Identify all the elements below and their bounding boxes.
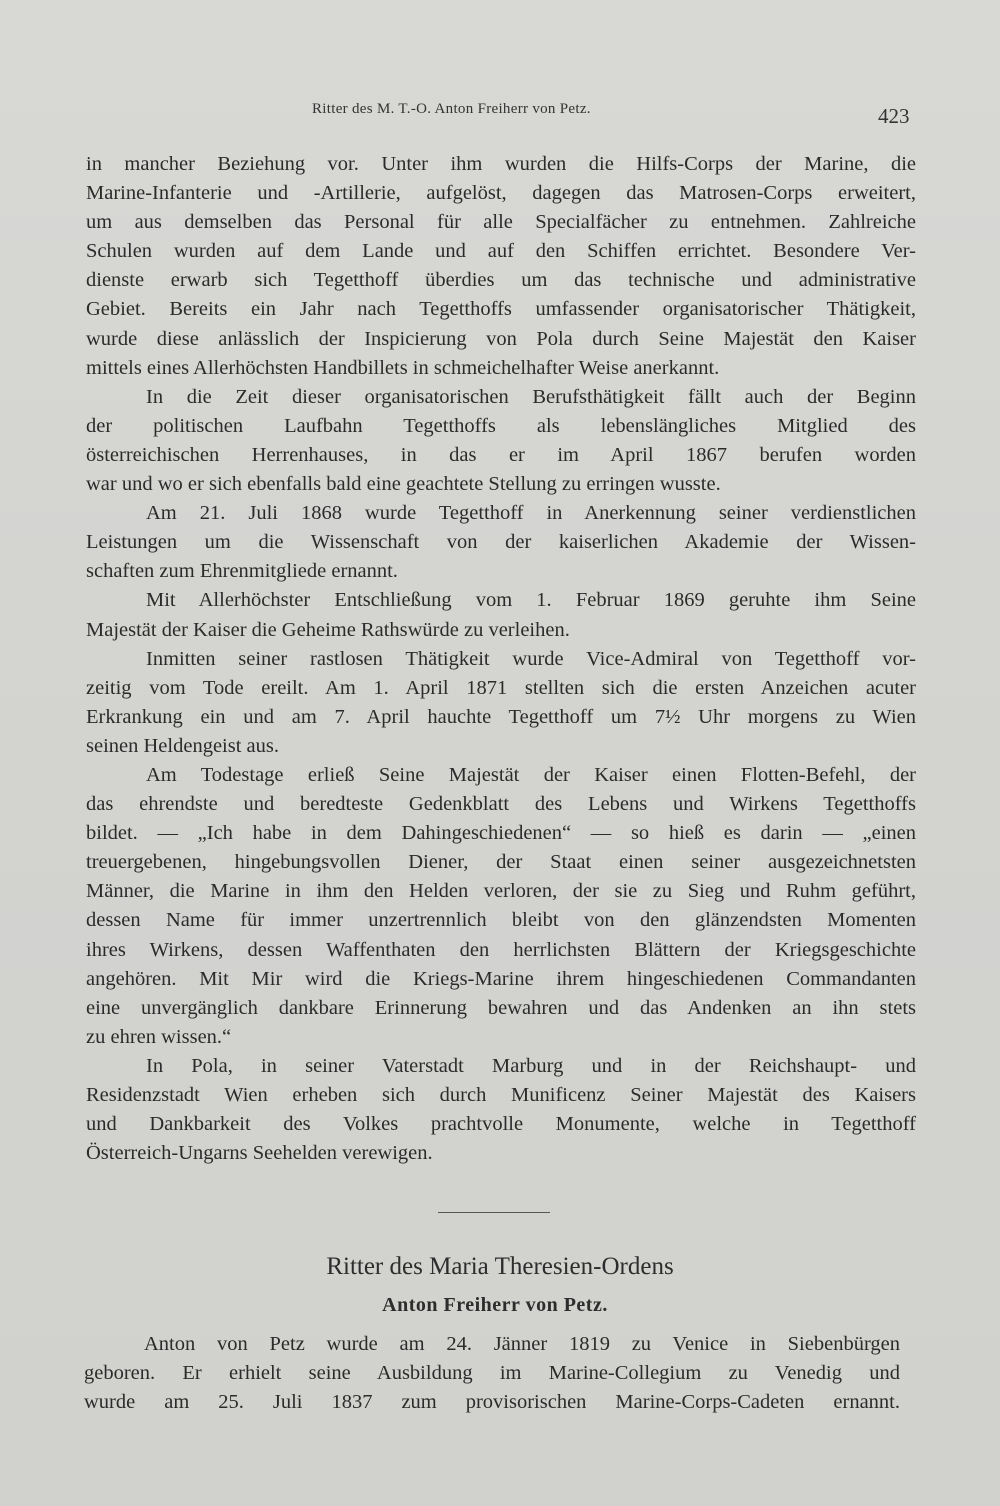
text-line: zu ehren wissen.“ [86,1025,232,1048]
text-line: seinen Heldengeist aus. [86,734,279,757]
text-line: wurde diese anlässlich der Inspicierung von Pola durch Seine Majestät den Kaiser [86,327,916,350]
text-line: österreichischen Herrenhauses, in das er im April 1867 berufen worden [86,443,916,466]
section-divider [438,1212,550,1213]
text-line: Am Todestage erließ Seine Majestät der Kaiser einen Flotten-Befehl, der [146,763,916,786]
text-line: bildet. — „Ich habe in dem Dahingeschiedenen“ — so hieß es darin — „einen [86,822,916,845]
text-line: um aus demselben das Personal für alle Specialfächer zu entnehmen. Zahlreiche [86,211,916,234]
text-line: Residenzstadt Wien erheben sich durch Munificenz Seiner Majestät des Kaisers [86,1084,916,1106]
text-line: das ehrendste und beredteste Gedenkblatt des Lebens und Wirkens Tegetthoffs [86,793,916,816]
text-line: In Pola, in seiner Vaterstadt Marburg und in der Reichshaupt- und [146,1054,916,1077]
text-line: war und wo er sich ebenfalls bald eine geachtete Stellung zu erringen wusste. [86,473,721,496]
text-line: Inmitten seiner rastlosen Thätigkeit wurde Vice-Admiral von Tegetthoff vor- [146,647,916,670]
text-line: ihres Wirkens, dessen Waffenthaten den herrlichsten Blättern der Kriegsgeschichte [86,938,916,961]
main-text [86,150,916,1168]
text-line: In die Zeit dieser organisatorischen Berufsthätigkeit fällt auch der Beginn [146,385,916,408]
text-line: Gebiet. Bereits ein Jahr nach Tegetthoffs umfassender organisatorischer Thätigkeit, [86,298,916,321]
text-line: Schulen wurden auf dem Lande und auf den Schiffen errichtet. Besondere Ver- [86,240,916,263]
section-text [84,1330,900,1417]
text-line: Leistungen um die Wissenschaft von der kaiserlichen Akademie der Wissen- [86,531,916,554]
running-head: Ritter des M. T.-O. Anton Freiherr von Petz. [312,101,591,117]
text-line: geboren. Er erhielt seine Ausbildung im Marine-Collegium zu Venedig und [84,1362,900,1385]
text-line: dienste erwarb sich Tegetthoff überdies um das technische und administrative [86,269,916,292]
text-line: wurde am 25. Juli 1837 zum provisorischen Marine-Corps-Cadeten ernannt. [84,1391,900,1414]
text-line: angehören. Mit Mir wird die Kriegs-Marine ihrem hingeschiedenen Commandanten [86,967,916,990]
page-number: 423 [878,104,910,128]
text-line: mittels eines Allerhöchsten Handbillets in schmeichelhafter Weise anerkannt. [86,356,720,379]
text-line: in mancher Beziehung vor. Unter ihm wurden die Hilfs-Corps der Marine, die [86,153,916,175]
text-line: dessen Name für immer unzertrennlich bleibt von den glänzendsten Momenten [86,909,916,932]
section-subheading: Anton Freiherr von Petz. [382,1294,608,1316]
text-line: Männer, die Marine in ihm den Helden verloren, der sie zu Sieg und Ruhm geführt, [86,880,916,903]
text-line: treuergebenen, hingebungsvollen Diener, der Staat einen seiner ausgezeichnetsten [86,851,916,874]
text-line: Österreich-Ungarns Seehelden verewigen. [86,1142,433,1165]
text-line: Am 21. Juli 1868 wurde Tegetthoff in Anerkennung seiner verdienstlichen [146,502,916,525]
text-line: Majestät der Kaiser die Geheime Rathswürde zu verleihen. [86,618,570,641]
text-line: Marine-Infanterie und -Artillerie, aufgelöst, dagegen das Matrosen-Corps erweitert, [86,182,916,205]
text-line: Anton von Petz wurde am 24. Jänner 1819 zu Venice in Siebenbürgen [144,1333,900,1355]
text-line: eine unvergänglich dankbare Erinnerung bewahren und das Andenken an ihn stets [86,996,916,1019]
text-line: schaften zum Ehrenmitgliede ernannt. [86,560,398,583]
text-line: und Dankbarkeit des Volkes prachtvolle Monumente, welche in Tegetthoff [86,1113,916,1136]
text-line: Erkrankung ein und am 7. April hauchte Tegetthoff um 7½ Uhr morgens zu Wien [86,705,916,728]
text-line: zeitig vom Tode ereilt. Am 1. April 1871 stellten sich die ersten Anzeichen acuter [86,676,916,699]
text-line: Mit Allerhöchster Entschließung vom 1. Februar 1869 geruhte ihm Seine [146,589,916,612]
section-heading: Ritter des Maria Theresien-Ordens [326,1253,674,1280]
text-line: der politischen Laufbahn Tegetthoffs als lebenslängliches Mitglied des [86,414,916,437]
